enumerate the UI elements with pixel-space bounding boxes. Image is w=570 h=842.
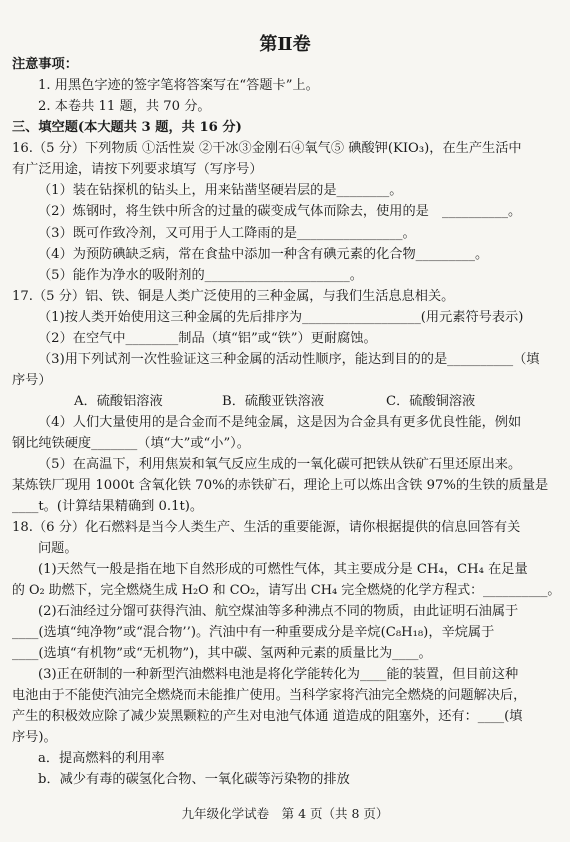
q18-option-b: b．减少有毒的碳氢化合物、一氧化碳等污染物的排放 (38, 772, 350, 787)
note-item-1: 1. 用黑色字迹的签字笔将答案写在“答题卡”上。 (38, 78, 319, 93)
q17-part-4-line1: （4）人们大量使用的是合金而不是纯金属，这是因为合金具有更多优良性能，例如 (38, 415, 522, 430)
q16-item-3: （3）既可作致冷剂，又可用于人工降雨的是________________。 (38, 226, 416, 241)
q18-part-2-line1: (2)石油经过分馏可获得汽油、航空煤油等多种沸点不同的物质，由此证明石油属于 (38, 604, 519, 619)
q17-stem: 17.（5 分）铝、铁、铜是人类广泛使用的三种金属，与我们生活息息相关。 (12, 289, 455, 304)
q18-part-3-line4: 序号)。 (12, 730, 57, 745)
q17-part-5-line3: ____t。(计算结果精确到 0.1t)。 (12, 499, 204, 514)
q18-stem-line1: 18.（6 分）化石燃料是当今人类生产、生活的重要能源，请你根据提供的信息回答有关 (12, 520, 521, 535)
q17-part-4-line2: 钢比纯铁硬度_______（填“大”或“小”）。 (12, 436, 250, 451)
q17-option-c: C．硫酸铜溶液 (386, 394, 476, 409)
q17-part-2: （2）在空气中________制品（填“铝”或“铁”）更耐腐蚀。 (38, 331, 377, 346)
q16-item-2: （2）炼钢时，将生铁中所含的过量的碳变成气体而除去，使用的是 __________。 (38, 204, 522, 219)
q17-option-b: B．硫酸亚铁溶液 (222, 394, 325, 409)
q17-part-3-line2: 序号） (12, 373, 52, 388)
page-footer: 九年级化学试卷 第 4 页（共 8 页） (181, 806, 389, 821)
q17-part-3-line1: （3)用下列试剂一次性验证这三种金属的活动性顺序，能达到目的的是__________（填 (38, 352, 540, 367)
q18-part-1-line2: 的 O₂ 助燃下，完全燃烧生成 H₂O 和 CO₂，请写出 CH₄ 完全燃烧的化学方程式：__________。 (12, 583, 561, 598)
q18-part-1-line1: (1)天然气一般是指在地下自然形成的可燃性气体，其主要成分是 CH₄，CH₄ 在足量 (38, 562, 528, 577)
q18-part-3-line1: (3)正在研制的一种新型汽油燃料电池是将化学能转化为____能的装置，但目前这种 (38, 667, 519, 682)
section-heading: 三、填空题(本大题共 3 题，共 16 分) (12, 120, 242, 135)
q18-option-a: a．提高燃料的利用率 (38, 751, 165, 766)
q17-part-5-line2: 某炼铁厂现用 1000t 含氧化铁 70%的赤铁矿石，理论上可以炼出含铁 97%的生铁的质量是 (12, 478, 549, 493)
q17-part-1: （1)按人类开始使用这三种金属的先后排序为__________________(用元素符号表示) (38, 310, 524, 325)
q16-stem-line1: 16.（5 分）下列物质 ①活性炭 ②干冰③金刚石④氧气⑤ 碘酸钾(KIO₃)，在生产生活中 (12, 141, 522, 156)
q18-part-3-line3: 产生的积极效应除了减少炭黑颗粒的产生对电池气体通 道造成的阻塞外，还有：____(填 (12, 709, 523, 724)
notes-heading: 注意事项： (12, 57, 78, 72)
note-item-2: 2. 本卷共 11 题，共 70 分。 (38, 99, 211, 114)
q16-item-5: （5）能作为净水的吸附剂的______________________。 (38, 268, 363, 283)
q17-part-5-line1: （5）在高温下，利用焦炭和氧气反应生成的一氧化碳可把铁从铁矿石里还原出来。 (38, 457, 522, 472)
page-title: 第Ⅱ卷 (259, 34, 311, 55)
q18-part-2-line3: ____(选填“有机物”或“无机物”)，其中碳、氢两种元素的质量比为____。 (12, 646, 432, 661)
q18-part-2-line2: ____(选填“纯净物”或“混合物’’)。汽油中有一种重要成分是辛烷(C₈H₁₈)，辛烷属于 (12, 625, 495, 640)
q16-item-4: （4）为预防碘缺乏病，常在食盐中添加一种含有碘元素的化合物_________。 (38, 247, 489, 262)
q18-part-3-line2: 电池由于不能使汽油完全燃烧而未能推广使用。当科学家将汽油完全燃烧的问题解决后， (12, 688, 527, 703)
q18-stem-line2: 问题。 (38, 541, 78, 556)
q17-option-a: A．硫酸铝溶液 (74, 394, 163, 409)
q16-stem-line2: 有广泛用途，请按下列要求填写（写序号） (12, 162, 263, 177)
q16-item-1: （1）装在钻探机的钻头上，用来钻凿坚硬岩层的是________。 (38, 183, 403, 198)
